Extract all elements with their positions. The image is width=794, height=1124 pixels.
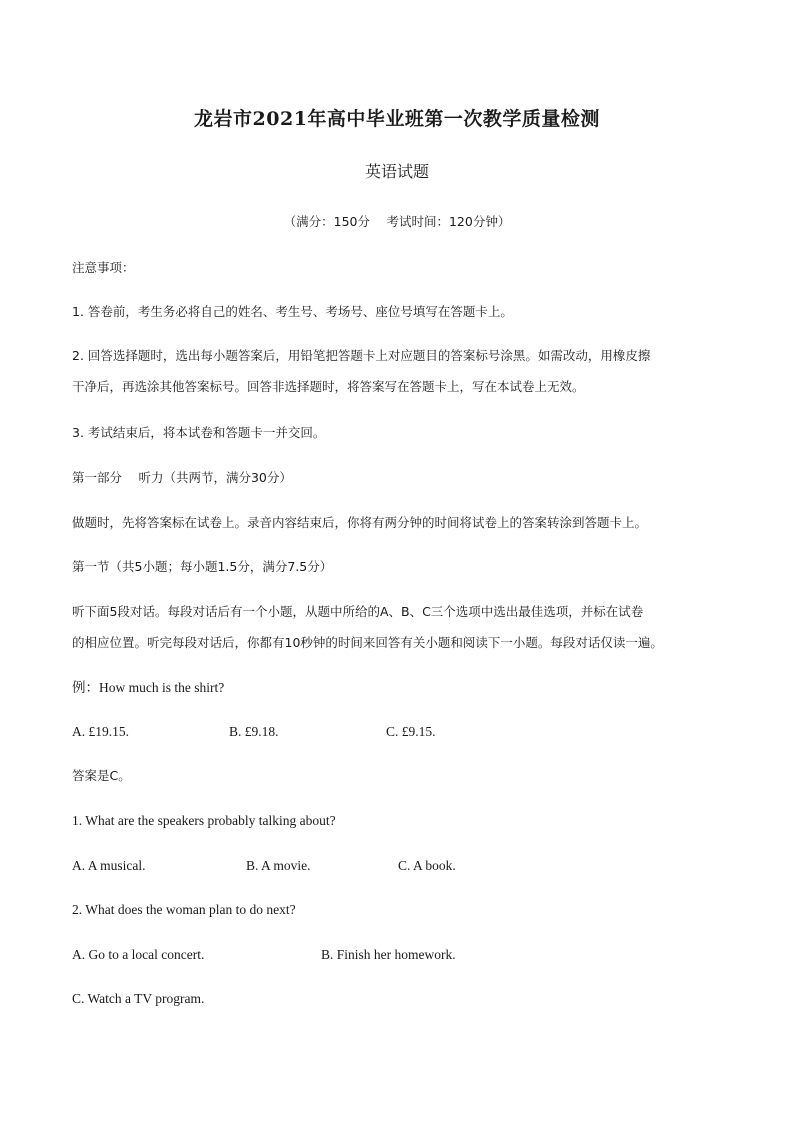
question-1-option-a: A. A musical. <box>72 858 146 873</box>
section1-heading: 第一节（共5小题；每小题1.5分，满分7.5分） <box>72 559 333 574</box>
notice-item-1: 1. 答卷前，考生务必将自己的姓名、考生号、考场号、座位号填写在答题卡上。 <box>72 304 513 319</box>
exam-meta: （满分：150分 考试时间：120分钟） <box>283 214 511 229</box>
example-answer: 答案是C。 <box>72 768 131 783</box>
question-1-option-c: C. A book. <box>398 858 456 873</box>
part1-instruction: 做题时，先将答案标在试卷上。录音内容结束后，你将有两分钟的时间将试卷上的答案转涂到答题卡上。 <box>72 515 648 530</box>
question-1-option-b: B. A movie. <box>246 858 311 873</box>
example-question: 例：How much is the shirt? <box>72 680 225 695</box>
example-option-b: B. £9.18. <box>229 724 279 739</box>
section1-instruction-line-2: 的相应位置。听完每段对话后，你都有10秒钟的时间来回答有关小题和阅读下一小题。每段对话仅读一遍。 <box>72 635 663 650</box>
notice-item-2-line-2: 干净后，再选涂其他答案标号。回答非选择题时，将答案写在答题卡上，写在本试卷上无效。 <box>72 379 585 394</box>
exam-title: 龙岩市2021年高中毕业班第一次教学质量检测 <box>194 108 600 130</box>
question-2-option-b: B. Finish her homework. <box>321 947 456 962</box>
part1-heading: 第一部分 听力（共两节，满分30分） <box>72 470 292 485</box>
section1-instruction-line-1: 听下面5段对话。每段对话后有一个小题，从题中所给的A、B、C三个选项中选出最佳选项，并标在试卷 <box>72 604 644 619</box>
question-2-option-c: C. Watch a TV program. <box>72 991 205 1006</box>
notice-item-3: 3. 考试结束后，将本试卷和答题卡一并交回。 <box>72 425 326 440</box>
exam-subtitle: 英语试题 <box>364 162 429 181</box>
question-2: 2. What does the woman plan to do next? <box>72 902 296 917</box>
question-2-option-a: A. Go to a local concert. <box>72 947 205 962</box>
example-option-a: A. £19.15. <box>72 724 129 739</box>
notice-heading: 注意事项： <box>72 260 135 275</box>
notice-item-2-line-1: 2. 回答选择题时，选出每小题答案后，用铅笔把答题卡上对应题目的答案标号涂黑。如需改动，用橡皮擦 <box>72 348 651 363</box>
question-1: 1. What are the speakers probably talking about? <box>72 813 336 828</box>
example-option-c: C. £9.15. <box>386 724 436 739</box>
